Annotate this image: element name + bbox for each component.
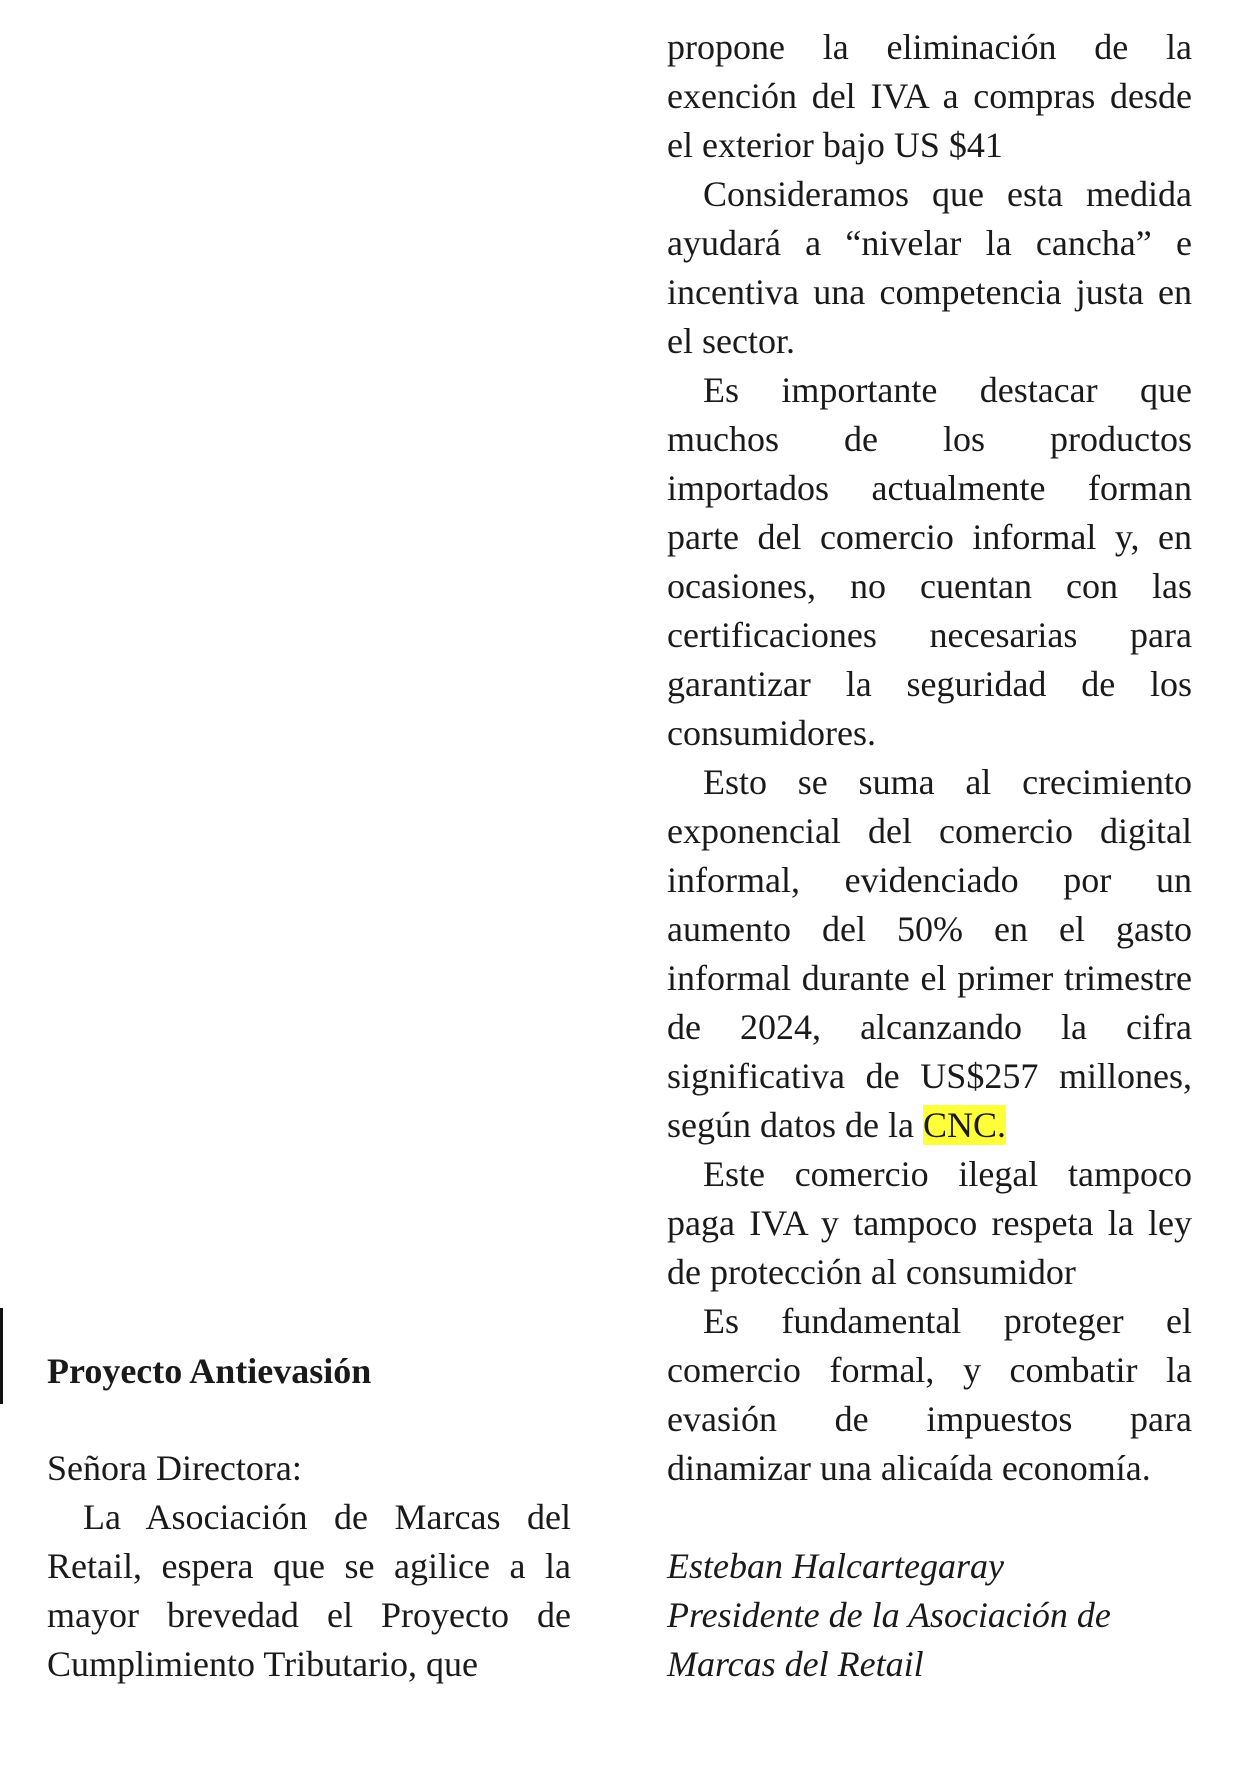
paragraph-1-start: La Asociación de Marcas del Retail, espera que se agilice a la mayor brevedad el Proyecto de Cumplimiento Tributario, que <box>47 1497 571 1684</box>
paragraph-1-end: propone la eliminación de la exención del IVA a compras desde el exterior bajo US $41 <box>667 27 1192 165</box>
signature-block <box>667 1542 1192 1689</box>
signature-role-line2: Marcas del Retail <box>667 1644 924 1684</box>
highlighted-text: CNC. <box>922 1105 1006 1145</box>
letter-title: Proyecto Antievasión <box>47 1351 372 1391</box>
signature-role-line1: Presidente de la Asociación de <box>667 1595 1111 1635</box>
paragraph-5: Este comercio ilegal tampoco paga IVA y tampoco respeta la ley de protección al consumidor <box>667 1154 1192 1292</box>
paragraph-4-text: Esto se suma al crecimiento exponencial del comercio digital informal, evidenciado por un aumento del 50% en el gasto informal durante el primer trimestre de 2024, alcanzando la cifra significativa de US$257 millones, según datos de la <box>667 762 1192 1145</box>
right-column <box>667 23 1192 1689</box>
column-rule <box>0 1308 3 1404</box>
paragraph-3: Es importante destacar que muchos de los productos importados actualmente forman parte del comercio informal y, en ocasiones, no cuentan con las certificaciones necesarias para garantizar la seguridad de los consumidores. <box>667 370 1192 753</box>
salutation: Señora Directora: <box>47 1448 302 1488</box>
paragraph-6: Es fundamental proteger el comercio formal, y combatir la evasión de impuestos para dinamizar una alicaída economía. <box>667 1301 1192 1488</box>
paragraph-2: Consideramos que esta medida ayudará a “nivelar la cancha” e incentiva una competencia justa en el sector. <box>667 174 1192 361</box>
left-column <box>47 1346 571 1689</box>
paragraph-4 <box>667 758 1192 1150</box>
signature-name: Esteban Halcartegaray <box>667 1546 1004 1586</box>
